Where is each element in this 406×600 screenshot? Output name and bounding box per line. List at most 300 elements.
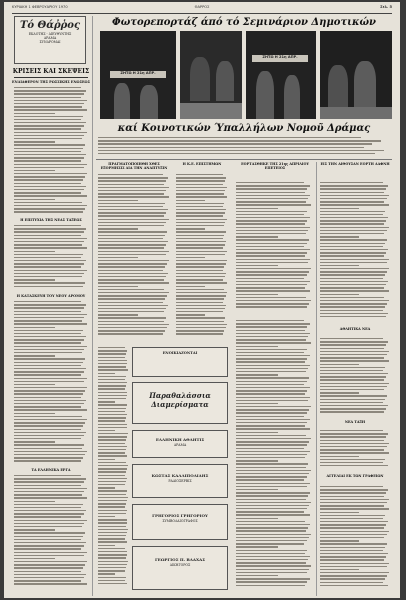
text-line: [236, 495, 308, 496]
text-line: [236, 223, 305, 224]
text-line: [98, 506, 125, 507]
text-line: [98, 235, 165, 236]
text-line: [98, 417, 126, 418]
text-line: [176, 193, 224, 194]
text-line: [236, 326, 307, 327]
section-title: ΚΡΙΣΕΙΣ ΚΑΙ ΣΚΕΨΕΙΣ: [12, 68, 90, 75]
text-line: [14, 494, 82, 495]
page-header: [12, 5, 392, 11]
text-line: [320, 408, 386, 409]
text-line: [320, 364, 359, 365]
text-line: [14, 365, 81, 366]
text-line: [236, 467, 306, 468]
text-line: [320, 527, 384, 528]
text-line: [98, 314, 138, 315]
text-line: [236, 419, 310, 420]
text-line: [320, 195, 389, 196]
text-line: [320, 243, 385, 244]
apartments-ad-title: Παραθαλάσσια Διαμερίσματα: [149, 391, 211, 409]
text-line: [14, 330, 83, 331]
text-line: [14, 141, 55, 142]
text-line: [320, 278, 383, 279]
text-line: [98, 388, 125, 389]
text-line: [320, 512, 359, 513]
text-line: [176, 279, 223, 280]
text-line: [320, 348, 384, 349]
text-line: [320, 524, 386, 525]
text-line: [320, 402, 383, 403]
text-line: [14, 320, 82, 321]
text-line: [98, 577, 126, 578]
text-line: [176, 251, 227, 252]
text-line: [98, 411, 125, 412]
text-line: [236, 514, 310, 515]
text-line: [98, 487, 115, 488]
text-line: [98, 302, 163, 303]
text-line: [14, 97, 81, 98]
text-line: [176, 254, 225, 255]
text-line: [236, 361, 305, 362]
text-line: [98, 200, 138, 201]
text-line: [320, 515, 385, 516]
article-body: [320, 338, 390, 416]
text-line: [14, 228, 86, 229]
text-line: [176, 187, 227, 188]
text-line: [14, 567, 83, 568]
text-line: [98, 363, 127, 364]
text-line: [98, 295, 167, 296]
text-line: [98, 382, 127, 383]
text-line: [98, 490, 127, 491]
text-line: [14, 545, 84, 546]
text-line: [320, 236, 359, 237]
text-line: [236, 578, 310, 579]
text-line: [98, 241, 168, 242]
text-line: [236, 377, 309, 378]
text-line: [98, 324, 169, 325]
text-line: [236, 448, 304, 449]
ad-box: [132, 464, 228, 498]
text-line: [98, 193, 164, 194]
article-body: [320, 182, 390, 322]
text-line: [14, 307, 84, 308]
text-line: [236, 470, 311, 471]
text-line: [14, 529, 55, 530]
text-line: [14, 432, 86, 433]
text-line: [98, 401, 115, 402]
text-line: [14, 478, 86, 479]
text-line: [14, 106, 82, 107]
text-line: [236, 550, 307, 551]
text-line: [14, 387, 87, 388]
text-line: [236, 403, 278, 404]
text-line: [320, 575, 387, 576]
text-line: [14, 558, 55, 559]
text-line: [14, 211, 83, 212]
text-line: [14, 208, 85, 209]
text-line: [14, 186, 86, 187]
text-line: [14, 441, 55, 442]
apartments-ad: [132, 382, 228, 424]
text-line: [176, 219, 227, 220]
text-line: [320, 452, 389, 453]
text-line: [14, 122, 86, 123]
text-line: [14, 520, 87, 521]
header-rule: [12, 13, 392, 14]
photo-banner: ΖΗΤΩ Η 21η ΑΠΡ.: [252, 55, 308, 62]
text-line: [320, 367, 385, 368]
text-line: [14, 192, 81, 193]
text-line: [98, 455, 127, 456]
text-line: [176, 295, 226, 296]
header-paper-name: ΘΑΡΡΟΣ: [194, 5, 210, 9]
text-line: [176, 184, 223, 185]
text-line: [98, 478, 127, 479]
text-line: [320, 360, 389, 361]
text-line: [14, 138, 82, 139]
text-line: [320, 496, 384, 497]
text-line: [236, 358, 307, 359]
text-line: [176, 190, 225, 191]
text-line: [320, 306, 385, 307]
text-line: [236, 201, 306, 202]
text-line: [236, 524, 310, 525]
text-line: [236, 265, 278, 266]
text-line: [14, 304, 86, 305]
text-line: [98, 449, 126, 450]
text-line: [14, 151, 81, 152]
text-line: [98, 257, 138, 258]
text-line: [176, 289, 224, 290]
article-heading: Η Κ.Ε. ΕΠΙΣΤΗΜΩΝ: [182, 162, 222, 166]
text-line: [98, 286, 138, 287]
text-line: [14, 225, 81, 226]
text-line: [320, 537, 384, 538]
text-line: [176, 257, 205, 258]
photo-banner: ΖΗΤΩ Η 21η ΑΠΡ.: [110, 71, 166, 78]
masthead-title: Τό Θάῤῥος: [19, 20, 81, 31]
text-line: [236, 365, 310, 366]
text-line: [98, 564, 127, 565]
article-body: [14, 475, 88, 590]
text-line: [14, 564, 85, 565]
text-line: [236, 416, 304, 417]
text-line: [236, 208, 278, 209]
article-body: [14, 87, 88, 215]
photo-caption-text: [98, 137, 390, 157]
text-line: [320, 566, 387, 567]
text-line: [14, 368, 86, 369]
text-line: [14, 451, 87, 452]
text-line: [14, 548, 81, 549]
text-line: [98, 471, 126, 472]
text-line: [320, 543, 387, 544]
text-line: [14, 311, 81, 312]
text-line: [236, 274, 307, 275]
text-line: [98, 292, 169, 293]
text-line: [320, 230, 387, 231]
text-line: [14, 561, 87, 562]
text-line: [320, 508, 389, 509]
text-line: [236, 182, 304, 183]
ad-sub: ΔΙΚΗΓΟΡΟΣ: [169, 563, 191, 567]
text-line: [98, 510, 127, 511]
text-line: [236, 284, 307, 285]
text-line: [236, 521, 305, 522]
article-body: [236, 320, 312, 590]
text-line: [320, 214, 383, 215]
text-line: [320, 379, 384, 380]
text-line: [320, 572, 389, 573]
article-body: [14, 225, 88, 291]
text-line: [236, 511, 304, 512]
text-line: [236, 412, 307, 413]
article-heading: Η ΕΠΙΤΥΧΙΑ ΤΗΣ ΝΕΑΣ ΤΑΞΕΩΣ: [20, 218, 82, 222]
text-line: [14, 384, 55, 385]
text-line: [236, 306, 307, 307]
text-line: [320, 433, 388, 434]
text-line: [236, 581, 307, 582]
text-line: [236, 473, 309, 474]
text-line: [14, 263, 84, 264]
text-line: [236, 236, 278, 237]
text-line: [14, 339, 84, 340]
photo-seminar-3: [246, 31, 316, 119]
text-line: [14, 362, 83, 363]
text-line: [320, 259, 389, 260]
text-line: [176, 180, 225, 181]
text-line: [236, 233, 306, 234]
article-heading: ΑΓΓΕΛΙΑΙ ΕΚ ΤΩΝ ΓΡΑΦΕΙΩΝ: [326, 474, 384, 478]
text-line: [320, 341, 388, 342]
text-line: [14, 435, 84, 436]
text-line: [236, 585, 305, 586]
text-line: [236, 243, 307, 244]
text-line: [236, 393, 305, 394]
text-line: [320, 563, 389, 564]
text-line: [176, 286, 205, 287]
text-line: [236, 281, 310, 282]
text-line: [236, 428, 310, 429]
text-line: [98, 357, 125, 358]
text-line: [98, 305, 168, 306]
text-line: [14, 235, 81, 236]
text-line: [320, 550, 383, 551]
text-line: [320, 284, 386, 285]
text-line: [98, 522, 127, 523]
text-line: [14, 539, 81, 540]
text-line: [236, 368, 308, 369]
text-line: [176, 270, 223, 271]
text-line: [236, 278, 304, 279]
text-line: [98, 238, 163, 239]
text-line: [176, 244, 225, 245]
text-line: [14, 510, 86, 511]
text-line: [98, 468, 127, 469]
text-line: [98, 392, 127, 393]
text-line: [320, 459, 385, 460]
text-line: [14, 501, 55, 502]
text-line: [14, 422, 85, 423]
text-line: [98, 404, 127, 405]
text-line: [14, 314, 87, 315]
text-line: [320, 239, 387, 240]
text-line: [176, 241, 226, 242]
text-line: [320, 465, 388, 466]
text-line: [236, 530, 306, 531]
text-line: [14, 400, 86, 401]
text-line: [98, 379, 125, 380]
text-line: [236, 220, 307, 221]
text-line: [14, 113, 55, 114]
text-line: [176, 225, 224, 226]
text-line: [236, 352, 304, 353]
text-line: [98, 153, 375, 154]
text-line: [236, 303, 309, 304]
text-line: [176, 273, 226, 274]
text-line: [14, 438, 81, 439]
text-line: [320, 233, 384, 234]
text-line: [320, 505, 384, 506]
text-line: [236, 333, 310, 334]
article-heading: ΕΙΣ ΤΗΝ ΑΙΘΟΥΣΑΝ ΕΟΡΤΗ ΔΑΦΝΗ: [320, 162, 390, 166]
text-line: [236, 381, 307, 382]
text-line: [236, 569, 309, 570]
text-line: [236, 546, 278, 547]
text-line: [320, 399, 385, 400]
text-line: [236, 409, 309, 410]
text-line: [320, 316, 386, 317]
text-line: [14, 403, 84, 404]
text-line: [320, 297, 384, 298]
article-heading: ΕΟΡΤΑΣΘΗΚΕ ΤΗΣ 21ης ΑΠΡΙΛΙΟΥ ΕΠΕΤΕΙΟΣ: [241, 162, 309, 170]
text-line: [14, 279, 55, 280]
text-line: [176, 235, 224, 236]
text-line: [14, 355, 55, 356]
text-line: [98, 532, 127, 533]
article-body: [98, 174, 170, 340]
article-heading: ΤΑ ΕΛΛΗΝΙΚΑ ΕΡΓΑ: [31, 468, 71, 472]
text-line: [236, 565, 311, 566]
text-line: [98, 459, 115, 460]
text-line: [320, 486, 383, 487]
text-line: [14, 128, 81, 129]
text-line: [98, 289, 164, 290]
article-heading: ΠΡΑΓΜΑΤΟΠΟΙΗΘΗ ΧΘΕΣ ΕΞΟΡΜΗΣΙΣ ΔΙΑ ΤΗΝ ΑΝΑΠΤΥΞΙΝ: [100, 162, 168, 170]
text-line: [320, 287, 384, 288]
text-line: [14, 276, 82, 277]
text-line: [176, 292, 227, 293]
ad-box: [132, 430, 228, 458]
text-line: [320, 443, 389, 444]
text-line: [14, 93, 84, 94]
text-line: [98, 452, 125, 453]
text-line: [14, 144, 85, 145]
text-line: [320, 569, 359, 570]
text-line: [98, 273, 168, 274]
text-line: [14, 205, 87, 206]
text-line: [236, 259, 310, 260]
text-line: [98, 254, 166, 255]
text-line: [98, 279, 164, 280]
text-line: [14, 425, 83, 426]
text-line: [320, 182, 383, 183]
text-line: [14, 286, 83, 287]
text-line: [14, 317, 84, 318]
text-line: [98, 513, 126, 514]
text-line: [176, 238, 223, 239]
text-line: [98, 222, 166, 223]
text-line: [98, 244, 166, 245]
text-line: [98, 330, 165, 331]
photo-seminar-1: [100, 31, 176, 119]
text-line: [176, 212, 225, 213]
text-line: [14, 397, 81, 398]
text-line: [98, 260, 169, 261]
text-line: [98, 439, 126, 440]
text-line: [320, 313, 388, 314]
photo-story-title: Φωτορεπορτάζ άπό τό Σεμινάριον Δημοτικών: [112, 17, 376, 28]
text-line: [236, 444, 307, 445]
text-line: [320, 376, 386, 377]
text-line: [98, 308, 166, 309]
text-line: [98, 369, 128, 370]
text-line: [98, 436, 127, 437]
text-line: [236, 489, 278, 490]
text-line: [320, 585, 388, 586]
text-line: [236, 346, 278, 347]
text-line: [14, 231, 84, 232]
text-line: [14, 378, 87, 379]
text-line: [236, 486, 307, 487]
text-line: [98, 385, 126, 386]
text-line: [236, 387, 310, 388]
text-line: [14, 523, 84, 524]
text-line: [98, 190, 166, 191]
ad-name: ΕΛΛΗΝΙΚΗ ΑΘΛΗΤΙΣ: [155, 437, 205, 442]
text-line: [236, 508, 307, 509]
text-line: [98, 551, 127, 552]
masthead-line: ΣΥΝΔΡΟΜΑΙ: [39, 40, 61, 44]
text-line: [320, 310, 383, 311]
text-line: [98, 420, 125, 421]
text-line: [98, 203, 165, 204]
text-line: [236, 435, 306, 436]
text-line: [236, 553, 305, 554]
text-line: [236, 271, 309, 272]
text-line: [236, 390, 307, 391]
text-line: [236, 559, 308, 560]
text-line: [236, 239, 309, 240]
text-line: [14, 116, 83, 117]
text-line: [236, 479, 304, 480]
text-line: [236, 330, 305, 331]
article-body: [176, 174, 228, 340]
text-line: [176, 330, 224, 331]
text-line: [14, 148, 83, 149]
text-line: [14, 195, 87, 196]
text-line: [98, 350, 127, 351]
text-line: [320, 462, 383, 463]
text-line: [98, 327, 167, 328]
text-line: [236, 355, 310, 356]
text-line: [14, 454, 85, 455]
text-line: [176, 228, 205, 229]
text-line: [320, 373, 388, 374]
text-line: [320, 290, 389, 291]
text-line: [320, 502, 387, 503]
text-line: [98, 414, 127, 415]
